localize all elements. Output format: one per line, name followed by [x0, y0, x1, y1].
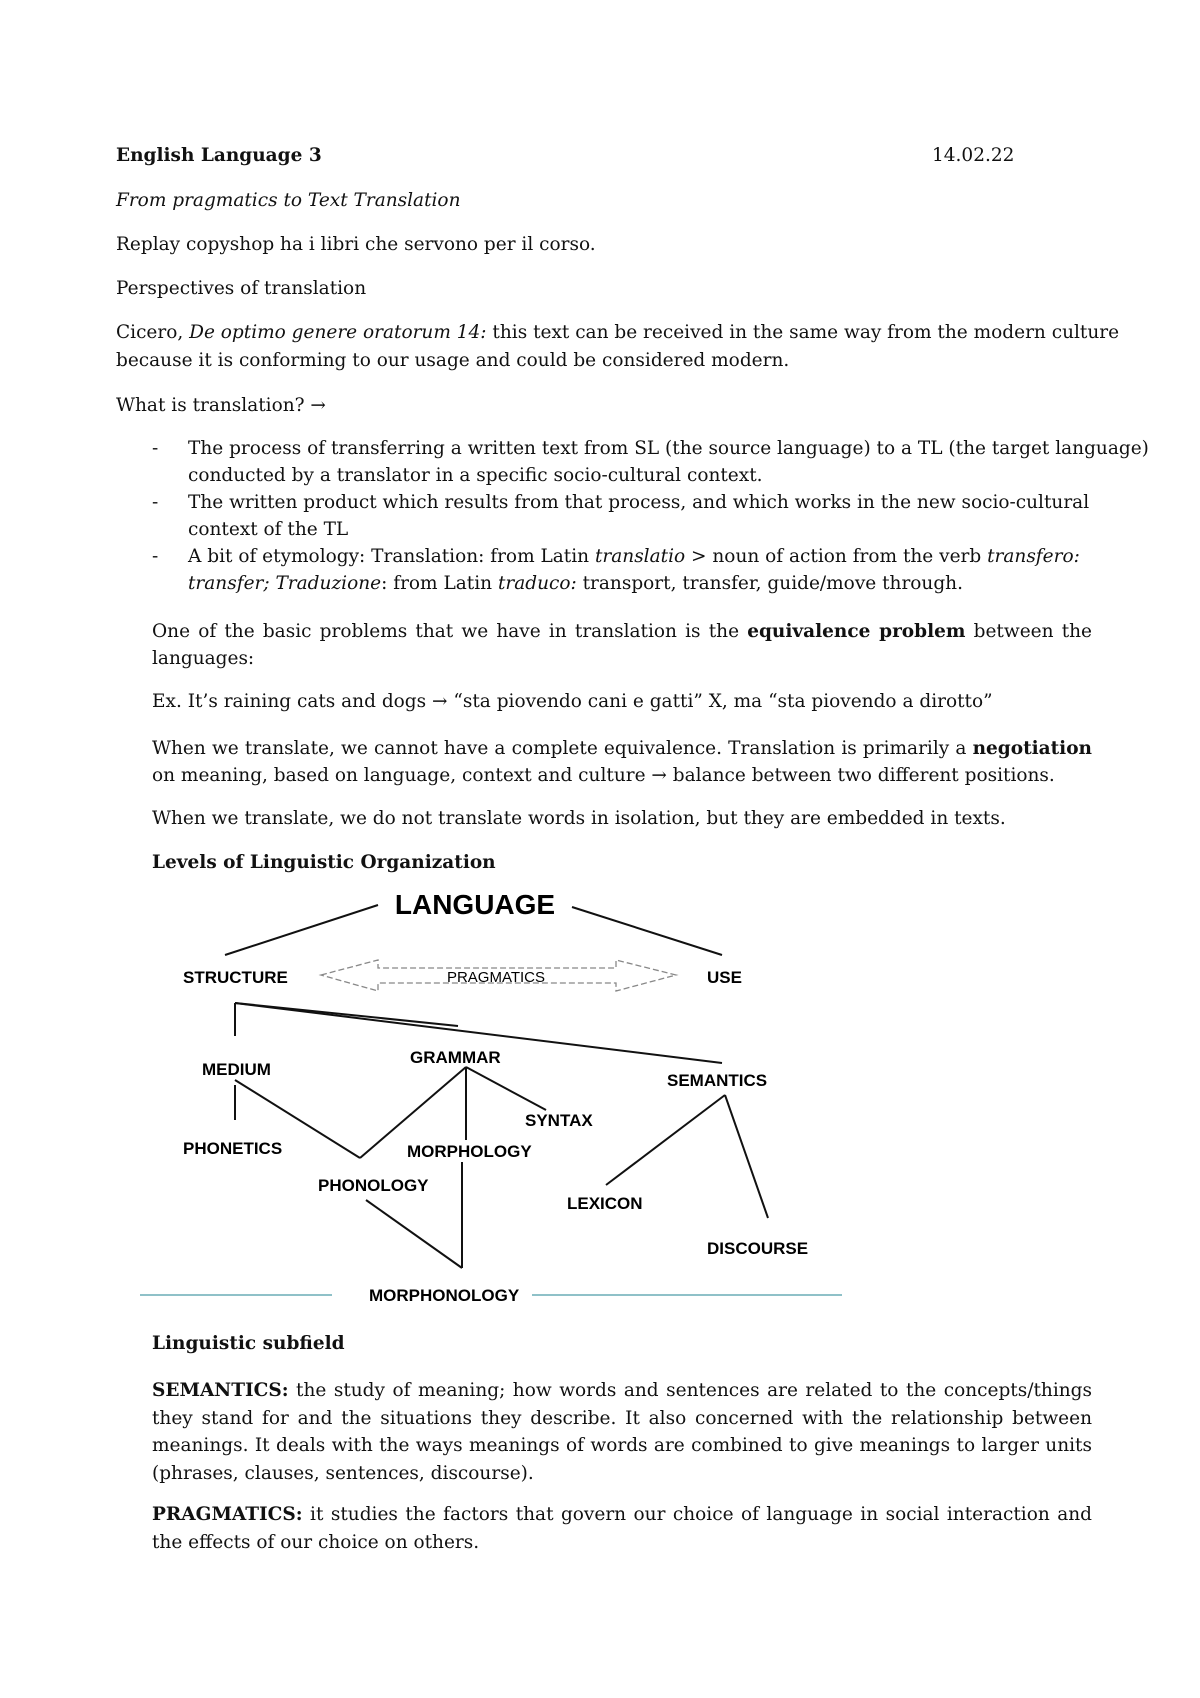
traduco-term: traduco:	[497, 573, 577, 594]
pragmatics-definition	[152, 1501, 1092, 1556]
equivalence-paragraph	[152, 618, 1092, 672]
diagram-connector	[572, 907, 722, 955]
cicero-line-1	[116, 322, 1119, 343]
subfield-heading: Linguistic subfield	[152, 1333, 345, 1354]
semantics-definition	[152, 1377, 1092, 1487]
diagram-connector	[466, 1067, 546, 1110]
node-structure: STRUCTURE	[183, 968, 288, 987]
equivalence-text: between the languages:	[152, 621, 1092, 669]
bullet-marker: -	[152, 492, 159, 513]
etymology-text: > noun of action from the verb	[685, 546, 988, 567]
negotiation-term: negotiation	[972, 738, 1092, 759]
example-line: Ex. It’s raining cats and dogs → “sta piovendo cani e gatti” X, ma “sta piovendo a dirotto”	[152, 691, 993, 712]
bullet-marker: -	[152, 438, 159, 459]
node-use: USE	[707, 968, 742, 987]
node-medium: MEDIUM	[202, 1060, 271, 1079]
etymology-text: : from Latin	[381, 573, 498, 594]
bullet-3-line-2	[188, 573, 963, 594]
isolation-line: When we translate, we do not translate words in isolation, but they are embedded in texts.	[152, 808, 1006, 829]
node-grammar: GRAMMAR	[410, 1048, 501, 1067]
diagram-connector	[366, 1200, 462, 1268]
bullet-marker: -	[152, 546, 159, 567]
bullet-2-line-2: context of the TL	[188, 519, 349, 540]
equivalence-term: equivalence problem	[747, 621, 966, 642]
linguistic-organization-diagram	[140, 880, 860, 1310]
node-language: LANGUAGE	[394, 889, 556, 920]
course-note: Replay copyshop ha i libri che servono per il corso.	[116, 234, 596, 255]
subtitle: From pragmatics to Text Translation	[116, 190, 461, 211]
node-syntax: SYNTAX	[525, 1111, 593, 1130]
levels-heading: Levels of Linguistic Organization	[152, 852, 496, 873]
equivalence-text: One of the basic problems that we have in translation is the	[152, 621, 748, 642]
bullet-3-line-1	[188, 546, 1080, 567]
negotiation-text: When we translate, we cannot have a complete equivalence. Translation is primarily a	[152, 738, 973, 759]
node-morphology: MORPHOLOGY	[407, 1142, 532, 1161]
semantics-label: SEMANTICS:	[152, 1380, 289, 1401]
negotiation-paragraph	[152, 735, 1092, 789]
node-phonology: PHONOLOGY	[318, 1176, 429, 1195]
diagram-connector	[606, 1095, 725, 1185]
traduzione-term: transfer; Traduzione	[188, 573, 382, 594]
what-is-translation: What is translation? →	[116, 395, 326, 416]
semantics-text: the study of meaning; how words and sentences are related to the concepts/things they stand for and the situations they describe. It also concerned with the relationship between meanings. It deals with the ways meanings of words are combined to give meanings to larger units (phrases, clauses, sentences, discourse).	[152, 1380, 1092, 1484]
cicero-rest: this text can be received in the same way from the modern culture	[486, 322, 1120, 343]
node-semantics: SEMANTICS	[667, 1071, 768, 1090]
date: 14.02.22	[932, 145, 1015, 166]
page-title: English Language 3	[116, 145, 322, 166]
cicero-work: De optimo genere oratorum 14:	[189, 322, 487, 343]
pragmatics-text: it studies the factors that govern our choice of language in social interaction and the effects of our choice on others.	[152, 1504, 1092, 1553]
negotiation-text: on meaning, based on language, context and culture → balance between two different positions.	[152, 765, 1055, 786]
translatio-term: translatio	[594, 546, 686, 567]
etymology-text: transport, transfer, guide/move through.	[576, 573, 963, 594]
node-phonetics: PHONETICS	[183, 1139, 283, 1158]
bullet-2-line-1: The written product which results from that process, and which works in the new socio-cultural	[188, 492, 1090, 513]
node-pragmatics: PRAGMATICS	[446, 969, 546, 986]
transfero-term: transfero:	[987, 546, 1080, 567]
pragmatics-label: PRAGMATICS:	[152, 1504, 303, 1525]
node-discourse: DISCOURSE	[707, 1239, 809, 1258]
cicero-line-2: because it is conforming to our usage and could be considered modern.	[116, 350, 790, 371]
cicero-author: Cicero,	[116, 322, 190, 343]
bullet-1-line-1: The process of transferring a written text from SL (the source language) to a TL (the target language)	[188, 438, 1149, 459]
perspectives-heading: Perspectives of translation	[116, 278, 367, 299]
diagram-connector	[225, 905, 378, 955]
diagram-connector	[725, 1095, 768, 1218]
etymology-text: A bit of etymology: Translation: from Latin	[188, 546, 595, 567]
node-morphonology: MORPHONOLOGY	[369, 1286, 520, 1305]
node-lexicon: LEXICON	[567, 1194, 643, 1213]
bullet-1-line-2: conducted by a translator in a specific socio-cultural context.	[188, 465, 763, 486]
